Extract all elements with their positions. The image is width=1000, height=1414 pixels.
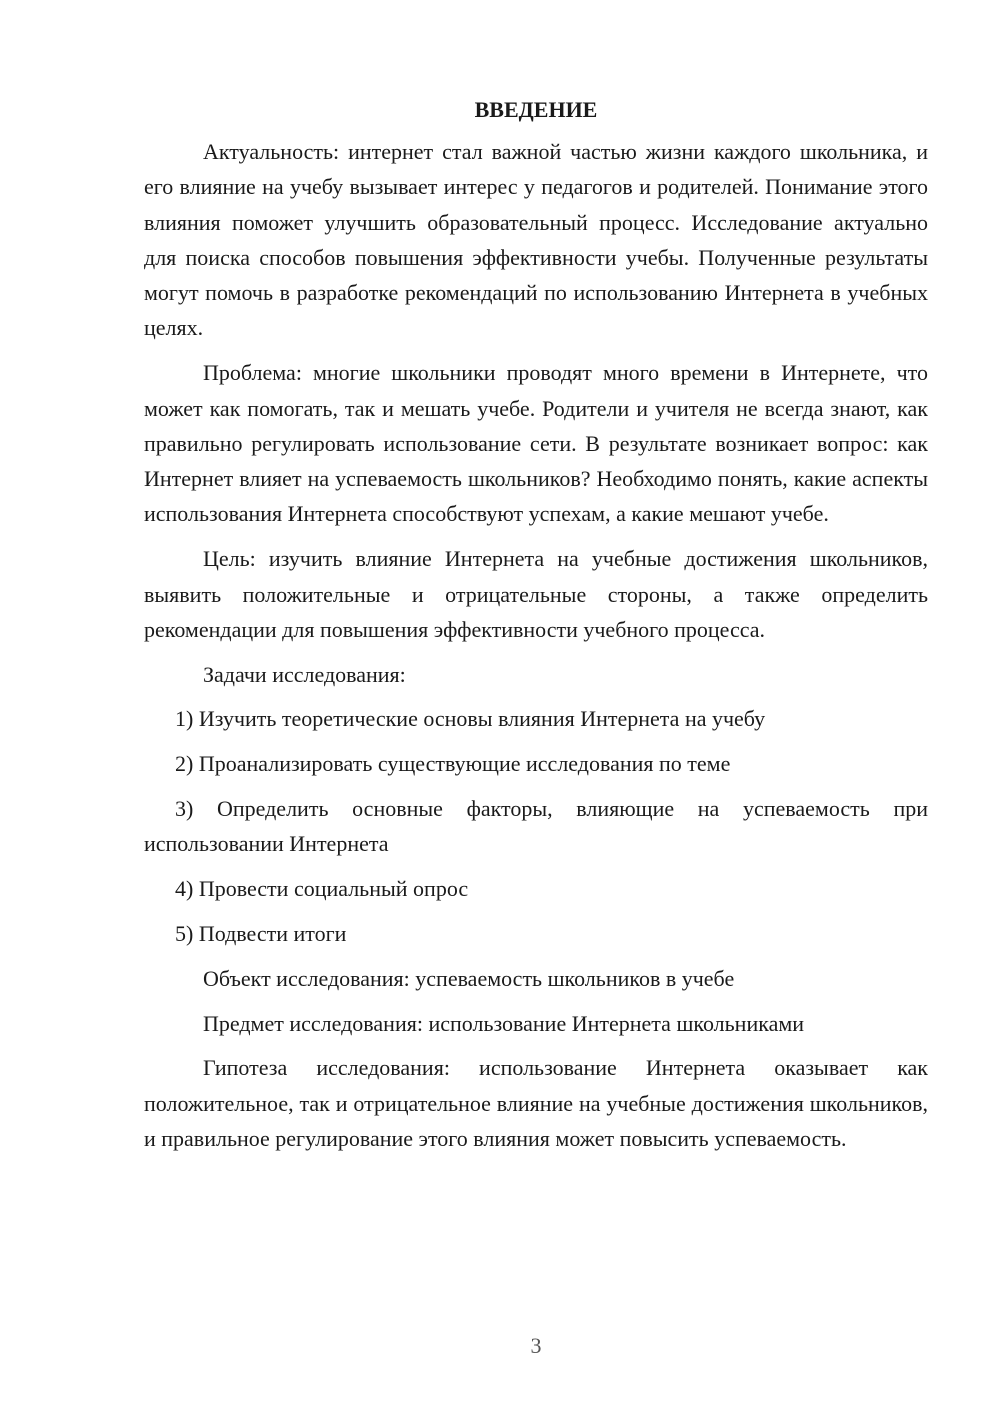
page-number: 3 (530, 1333, 542, 1358)
task-item-5: 5) Подвести итоги (175, 920, 347, 946)
page-title: ВВЕДЕНИЕ (474, 97, 598, 122)
document-body (144, 95, 928, 1166)
task-item-4: 4) Провести социальный опрос (175, 876, 469, 902)
tasks-title: Задачи исследования: (203, 661, 406, 687)
research-subject: Предмет исследования: использование Интернета школьниками (203, 1010, 805, 1036)
paragraph-goal: Цель: изучить влияние Интернета на учебные достижения школьников, выявить положительные и отрицательные стороны, а также определить рекомендации для повышения эффективности учебного процесса. (144, 546, 928, 642)
task-item-1: 1) Изучить теоретические основы влияния Интернета на учебу (175, 706, 766, 732)
paragraph-relevance: Актуальность: интернет стал важной частью жизни каждого школьника, и его влияние на учебу вызывает интерес у педагогов и родителей. Понимание этого влияния поможет улучшить образовательный процесс. Исследование актуально для поиска способов повышения эффективности учебы. Полученные результаты могут помочь в разработке рекомендаций по использованию Интернета в учебных целях. (144, 139, 928, 341)
research-hypothesis: Гипотеза исследования: использование Интернета оказывает как положительное, так и отрицательное влияние на учебные достижения школьников, и правильное регулирование этого влияния может повысить успеваемость. (144, 1055, 928, 1151)
paragraph-problem: Проблема: многие школьники проводят много времени в Интернете, что может как помогать, так и мешать учебе. Родители и учителя не всегда знают, как правильно регулировать использование сети. В результате возникает вопрос: как Интернет влияет на успеваемость школьников? Необходимо понять, какие аспекты использования Интернета способствуют успехам, а какие мешают учебе. (144, 360, 928, 527)
task-item-3: 3) Определить основные факторы, влияющие на успеваемость при использовании Интернета (144, 796, 928, 857)
task-item-2: 2) Проанализировать существующие исследования по теме (175, 751, 731, 777)
research-object: Объект исследования: успеваемость школьников в учебе (203, 965, 735, 991)
